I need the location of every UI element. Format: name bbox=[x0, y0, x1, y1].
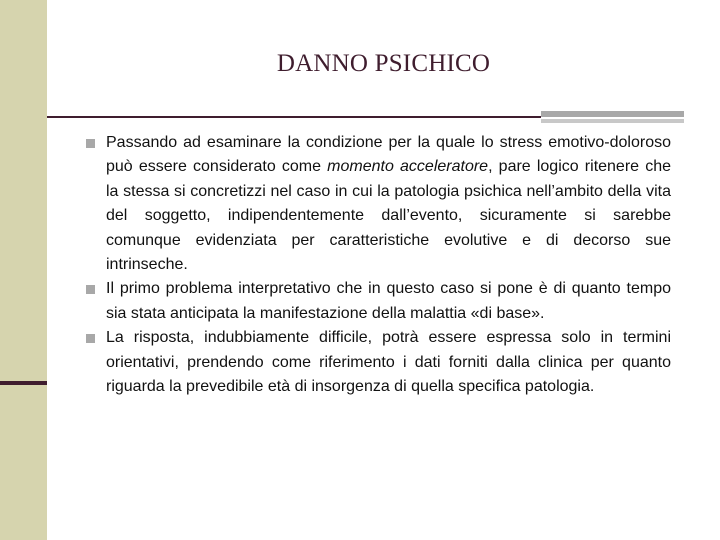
bullet-text-segment: Passando ad esaminare la condizione per la quale lo stress emotivo-doloroso può essere considerato come bbox=[106, 134, 671, 176]
left-decorative-band bbox=[0, 0, 47, 540]
square-bullet-icon bbox=[86, 334, 95, 343]
bullet-text-segment: , pare logico ritenere che la stessa si concretizzi nel caso in cui la patologia psichica nell’ambito della vita del soggetto, indipendentemente dall’evento, sicuramente si sarebbe comunque evidenziata per caratteristiche evolutive e di decorso sue intrinseche. bbox=[106, 158, 672, 274]
bullet-item bbox=[86, 326, 671, 399]
slide-body bbox=[86, 131, 671, 399]
bullet-text-emphasis: momento acceleratore bbox=[327, 158, 489, 176]
bullet-text-segment: La risposta, indubbiamente difficile, potrà essere espressa solo in termini orientativi, prendendo come riferimento i dati forniti dalla clinica per quanto riguarda la prevedibile età di insorgenza di quella specifica patologia. bbox=[106, 329, 671, 396]
bullet-item bbox=[86, 277, 671, 326]
bullet-text bbox=[106, 131, 671, 277]
bullet-text bbox=[106, 326, 671, 399]
bullet-text-segment: Il primo problema interpretativo che in questo caso si pone è di quanto tempo sia stata anticipata la manifestazione della malattia «di base». bbox=[106, 280, 671, 322]
bullet-text bbox=[106, 277, 671, 326]
square-bullet-icon bbox=[86, 139, 95, 148]
bullet-item bbox=[86, 131, 671, 277]
title-underline bbox=[47, 116, 541, 118]
title-underline-accent bbox=[541, 111, 684, 117]
title-underline-accent-shadow bbox=[541, 119, 684, 123]
slide-title: DANNO PSICHICO bbox=[276, 50, 491, 77]
square-bullet-icon bbox=[86, 285, 95, 294]
left-band-divider bbox=[0, 381, 47, 385]
